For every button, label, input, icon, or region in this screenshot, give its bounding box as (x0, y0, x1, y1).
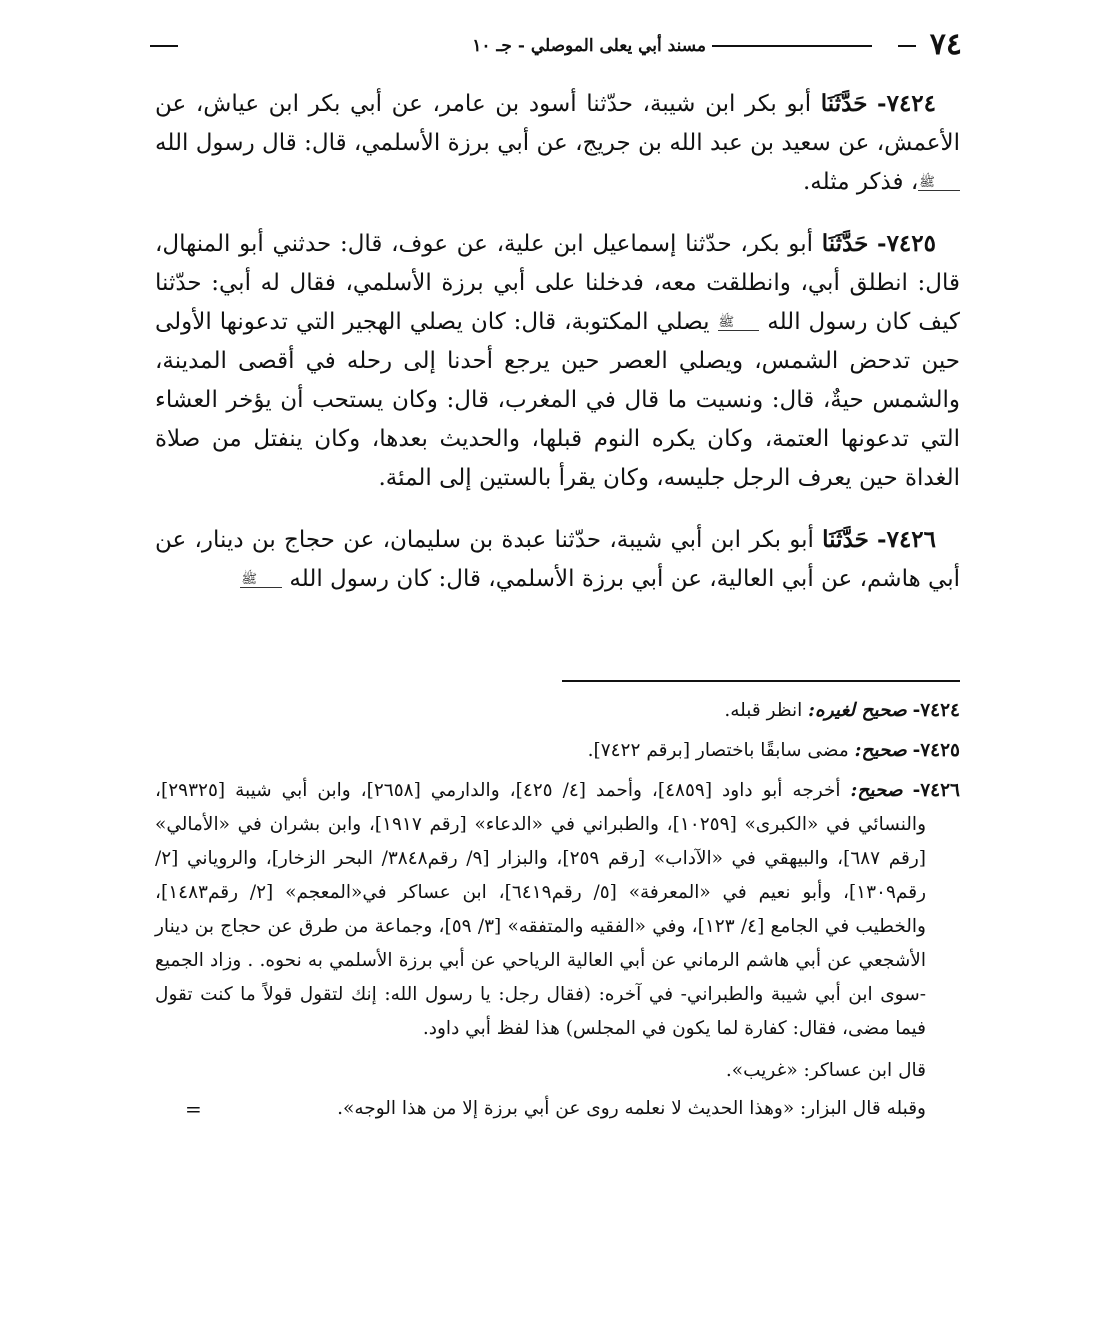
footnote-text: مضى سابقًا باختصار [برقم ٧٤٢٢]. (587, 740, 855, 761)
page-number: ٧٤ (929, 27, 962, 62)
hadith-7424 (155, 84, 960, 202)
continuation-mark: = (185, 1097, 202, 1121)
running-title: مسند أبي يعلى الموصلي - جـ ١٠ (472, 36, 706, 56)
hadith-7426 (155, 520, 960, 599)
footnote-divider (562, 680, 960, 682)
footnote-grade: صحيح: (850, 780, 903, 801)
footnote-grade: صحيح لغيره: (808, 700, 907, 721)
hadith-text: أبو بكر ابن شيبة، حدّثنا أسود بن عامر، عن أبي بكر ابن عياش، عن الأعمش، عن سعيد بن عبد الله بن جريج، عن أبي برزة الأسلمي، قال: قال رسول الله (155, 91, 960, 156)
footnote-last-text: وقبله قال البزار: «وهذا الحديث لا نعلمه روى عن أبي برزة إلا من هذا الوجه». (337, 1098, 926, 1119)
header-rule (712, 45, 872, 47)
footnote-last-line (155, 1092, 960, 1126)
hadith-7425 (155, 224, 960, 498)
page-header (150, 28, 962, 64)
hadith-number: ٧٤٢٥- (877, 230, 936, 257)
footnote-7424 (155, 694, 960, 728)
hadith-opening: حَدَّثَنَا (822, 526, 869, 553)
hadith-number: ٧٤٢٤- (877, 90, 937, 117)
footnote-number: ٧٤٢٥- (912, 740, 960, 761)
main-text (155, 84, 960, 621)
footnote-grade: صحيح: (854, 740, 907, 761)
footnote-text: أخرجه أبو داود [٤٨٥٩]، وأحمد [٤/ ٤٢٥]، والدارمي [٢٦٥٨]، وابن أبي شيبة [٢٩٣٢٥]، والنسائي في «الكبرى» [١٠٢٥٩]، والطبراني في «الدعاء» [رقم ١٩١٧]، وابن بشران في «الأمالي» [رقم ٦٨٧]، والبيهقي في «الآداب» [رقم ٢٥٩]، والبزار [٩/ رقم٣٨٤٨/ البحر الزخار]، والروياني [٢/ رقم١٣٠٩]، وأبو نعيم في «المعرفة» [٥/ رقم٦٤١٩]، ابن عساكر في«المعجم» [٢/ رقم١٤٨٣]، والخطيب في الجامع [٤/ ١٢٣]، وفي «الفقيه والمتفقه» [٣/ ٥٩]، وجماعة من طرق عن حجاج بن دينار الأشجعي عن أبي هاشم الرماني عن أبي العالية الرياحي عن أبي برزة الأسلمي به نحوه. . وزاد الجميع -سوى ابن أبي شيبة والطبراني- في آخره: (فقال رجل: يا رسول الله: إنك لتقول قولاً ما كنت تقول فيما مضى، فقال: كفارة لما يكون في المجلس) هذا لفظ أبي داود. (155, 780, 927, 1039)
hadith-number: ٧٤٢٦- (877, 526, 937, 553)
header-rule (150, 45, 178, 47)
hadith-text-end: يصلي المكتوبة، قال: كان يصلي الهجير التي تدعونها الأولى حين تدحض الشمس، ويصلي العصر حين يرجع أحدنا إلى رحله في أقصى المدينة، والشمس حيةٌ، قال: ونسيت ما قال في المغرب، قال: وكان يستحب أن يؤخر العشاء التي تدعونها العتمة، وكان يكره النوم قبلها، والحديث بعدها، وكان ينفتل من صلاة الغداة حين يعرف الرجل جليسه، وكان يقرأ بالستين إلى المئة. (155, 309, 960, 491)
footnote-7425 (155, 734, 960, 768)
hadith-text: أبو بكر، حدّثنا إسماعيل ابن علية، عن عوف، قال: حدثني أبو المنهال، قال: انطلق أبي، وانطلقت معه، فدخلنا على أبي برزة الأسلمي، فقال له أبي: حدّثنا كيف كان رسول الله (155, 231, 961, 335)
salutation-glyph: ﷺ (918, 176, 960, 191)
hadith-text: أبو بكر ابن أبي شيبة، حدّثنا عبدة بن سليمان، عن حجاج بن دينار، عن أبي هاشم، عن أبي العالية، عن أبي برزة الأسلمي، قال: كان رسول الله (155, 527, 960, 592)
footnote-text: انظر قبله. (724, 700, 809, 721)
header-rule (898, 45, 916, 47)
salutation-glyph: ﷺ (718, 316, 760, 331)
footnote-7426 (155, 774, 960, 1046)
hadith-opening: حَدَّثَنَا (821, 230, 869, 257)
footnote-number: ٧٤٢٦- (912, 780, 960, 801)
footnote-extra-line: قال ابن عساكر: «غريب». (725, 1060, 926, 1081)
footnotes (155, 694, 960, 1145)
salutation-glyph: ﷺ (240, 573, 282, 588)
hadith-opening: حَدَّثَنَا (820, 90, 868, 117)
footnote-number: ٧٤٢٤- (912, 700, 960, 721)
hadith-text-end: ، فذكر مثله. (803, 169, 919, 195)
